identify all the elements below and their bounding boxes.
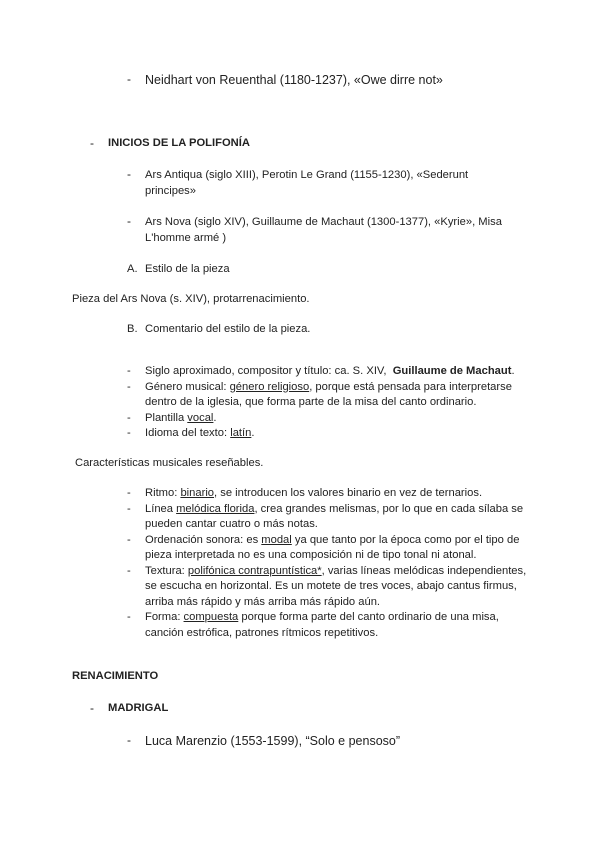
plantilla-value: vocal — [187, 411, 214, 424]
forma-suffix: porque forma parte del canto ordinario de una misa, — [241, 611, 499, 623]
idioma-prefix: Idioma del texto: — [145, 427, 228, 439]
orden-prefix: Ordenación sonora: es — [145, 533, 259, 546]
linea-line2: pueden cantar cuatro o más notas. — [145, 518, 318, 530]
forma-value: compuesta — [183, 611, 239, 623]
idioma-value: latín — [230, 427, 252, 439]
caracteristicas-list — [127, 486, 527, 641]
list-item-marenzio: Luca Marenzio (1553-1599), “Solo e pensoso” — [145, 734, 401, 748]
plantilla-suffix: . — [213, 411, 217, 424]
list-item-plantilla — [127, 411, 527, 427]
list-dash: - — [127, 502, 131, 515]
list-dash: - — [127, 72, 131, 86]
textura-prefix: Textura: — [145, 564, 185, 577]
list-item-siglo — [127, 364, 527, 380]
textura-line2: se escucha en horizontal. Es un motete de tres voces, abajo cantus firmus, — [145, 580, 517, 592]
list-dash: - — [127, 167, 131, 181]
siglo-suffix: . — [511, 365, 515, 377]
section-marker-a: A. — [127, 263, 138, 275]
siglo-prefix: Siglo aproximado, compositor y título: ca. S. XIV, — [145, 365, 387, 377]
list-dash: - — [127, 365, 131, 377]
list-dash: - — [127, 533, 131, 546]
plantilla-prefix: Plantilla — [145, 411, 185, 424]
list-dash: - — [127, 380, 131, 393]
forma-prefix: Forma: — [145, 611, 181, 623]
list-item-neidhart: Neidhart von Reuenthal (1180-1237), «Owe dirre not» — [145, 73, 443, 87]
linea-value: melódica florida — [176, 502, 255, 515]
idioma-suffix: . — [251, 427, 255, 439]
comentario-list — [127, 364, 527, 442]
caracteristicas-heading: Características musicales reseñables. — [75, 457, 264, 469]
linea-prefix: Línea — [145, 502, 173, 515]
list-dash: - — [127, 564, 131, 577]
textura-suffix: , varias líneas melódicas independientes, — [321, 564, 527, 577]
genero-value: género religioso — [229, 380, 310, 393]
list-item-genero — [127, 380, 527, 411]
list-dash: - — [127, 487, 131, 499]
forma-line2: canción estrófica, patrones rítmicos repetitivos. — [145, 626, 379, 639]
heading-dash: - — [90, 136, 94, 150]
section-heading-renacimiento: RENACIMIENTO — [72, 670, 159, 682]
list-dash: - — [127, 611, 131, 623]
orden-suffix: ya que tanto por la época como por el tipo de — [294, 533, 520, 546]
textura-value: polifónica contrapuntística* — [187, 564, 322, 577]
list-item-textura — [127, 564, 527, 611]
linea-suffix: , crea grandes melismas, por lo que en cada sílaba se — [254, 502, 524, 515]
list-item-linea — [127, 502, 527, 533]
genero-line2: dentro de la iglesia, que forma parte de la misa del canto ordinario. — [145, 396, 477, 408]
heading-dash: - — [90, 701, 94, 715]
section-marker-b: B. — [127, 323, 138, 335]
list-dash: - — [127, 411, 131, 424]
genero-prefix: Género musical: — [145, 380, 227, 393]
genero-suffix: , porque está pensada para interpretarse — [309, 380, 512, 393]
list-item-idioma — [127, 426, 527, 442]
list-item-forma — [127, 610, 527, 641]
list-dash: - — [127, 427, 131, 439]
section-label-estilo: Estilo de la pieza — [145, 263, 230, 275]
orden-value: modal — [261, 533, 292, 546]
list-item-ars-antiqua: Ars Antiqua (siglo XIII), Perotin Le Grand (1155-1230), «Sederunt — [145, 169, 469, 181]
section-heading-polifonia: INICIOS DE LA POLIFONÍA — [108, 137, 250, 149]
section-label-comentario: Comentario del estilo de la pieza. — [145, 323, 311, 335]
ritmo-suffix: , se introducen los valores binario en vez de ternarios. — [214, 487, 483, 499]
list-dash: - — [127, 214, 131, 228]
estilo-paragraph: Pieza del Ars Nova (s. XIV), protarrenacimiento. — [72, 293, 310, 305]
list-item-ordenacion — [127, 533, 527, 564]
ritmo-prefix: Ritmo: — [145, 487, 178, 499]
list-item-ars-nova-cont: L'homme armé ) — [145, 232, 227, 244]
textura-line3: arriba más rápido y más arriba más rápido aún. — [145, 595, 381, 608]
siglo-composer: Guillaume de Machaut — [392, 365, 512, 377]
sub-heading-madrigal: MADRIGAL — [108, 702, 169, 714]
list-item-ars-nova: Ars Nova (siglo XIV), Guillaume de Machaut (1300-1377), «Kyrie», Misa — [145, 216, 502, 228]
orden-line2: pieza interpretada no es una composición ni de tipo tonal ni atonal. — [145, 549, 477, 561]
ritmo-value: binario — [180, 487, 215, 499]
list-item-ritmo — [127, 486, 527, 502]
list-dash: - — [127, 733, 131, 747]
list-item-ars-antiqua-cont: principes» — [145, 185, 196, 197]
